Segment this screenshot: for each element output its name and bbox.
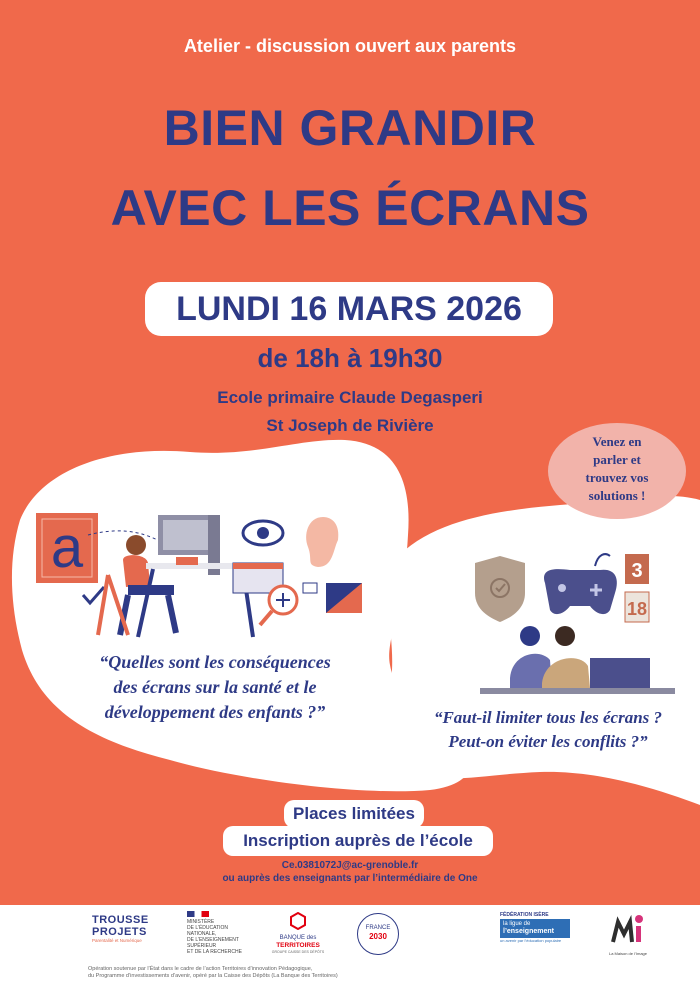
logo-tagline: un avenir par l’éducation populaire [500, 938, 562, 943]
check-icon [83, 587, 104, 603]
calendar-number-top: 3 [631, 560, 643, 582]
logo-tagline: Parentalité et Numérique [92, 938, 142, 943]
logo-text: DE L’ÉDUCATION [187, 925, 229, 931]
logo-text: NATIONALE, [187, 931, 217, 937]
question-line: développement des enfants ?” [104, 702, 326, 722]
screen-work-illustration [28, 505, 373, 645]
trousse-projets-logo [92, 914, 152, 944]
event-date: LUNDI 16 MARS 2026 [176, 290, 522, 328]
contact-alternative: ou auprès des enseignants par l’intermédiaire de One [222, 873, 478, 884]
footnote [88, 966, 408, 980]
inscription-text: Inscription auprès de l’école [243, 831, 473, 850]
logo-text: FÉDÉRATION ISÈRE [500, 912, 549, 918]
laptop [590, 658, 650, 690]
logo-text: BANQUE des [279, 935, 317, 941]
flag-icon [187, 911, 209, 917]
logo-text: SUPÉRIEUR [187, 943, 217, 949]
venue-town: St Joseph de Rivière [266, 416, 434, 435]
ligue-enseignement-logo [500, 912, 570, 944]
ear-icon [306, 517, 338, 567]
mi-logo-mark [610, 912, 646, 946]
calendar-number-bottom: 18 [626, 599, 648, 619]
logo-text: TROUSSE [92, 914, 149, 926]
logo-tagline: La Maison de l’Image [608, 951, 648, 956]
bubble-line: solutions ! [588, 488, 646, 503]
event-time: de 18h à 19h30 [257, 343, 443, 373]
footnote-line: du Programme d’investissements d’avenir, opéré par la Caisse des Dépôts (La Banque des Territoires) [88, 973, 338, 979]
logo-text: MINISTÈRE [187, 919, 215, 925]
event-subtitle: Atelier - discussion ouvert aux parents [183, 36, 517, 56]
places-limitees: Places limitées [293, 804, 415, 823]
logo-text: ET DE LA RECHERCHE [187, 949, 242, 955]
france-2030-logo [357, 913, 399, 955]
banque-territoires-logo [268, 912, 328, 955]
question-line: Peut-on éviter les conflits ?” [448, 732, 648, 751]
logo-text: la ligue de [503, 921, 531, 927]
title-line-1: BIEN GRANDIR [163, 100, 537, 156]
logo-tagline: GROUPE CAISSE DES DÉPÔTS [271, 950, 325, 954]
logo-text: l’enseignement [503, 928, 554, 935]
bubble-line: parler et [593, 452, 641, 467]
question-health [60, 650, 370, 725]
speech-bubble-text [548, 433, 686, 505]
maison-image-logo [603, 912, 653, 957]
question-line: des écrans sur la santé et le [113, 677, 317, 697]
logo-text: TERRITOIRES [276, 942, 320, 949]
bubble-line: trouvez vos [585, 470, 649, 485]
question-limits [398, 706, 698, 754]
logo-text: DE L’ENSEIGNEMENT [187, 937, 239, 943]
bubble-line: Venez en [592, 434, 642, 449]
letter-a: a [50, 515, 84, 580]
hexagon-icon [289, 912, 307, 930]
title-line-2: AVEC LES ÉCRANS [110, 180, 590, 236]
question-line: “Quelles sont les conséquences [99, 652, 331, 672]
question-line: “Faut-il limiter tous les écrans ? [433, 708, 663, 727]
footnote-line: Opération soutenue par l’État dans le cadre de l’action Territoires d’innovation Pédagogique, [88, 966, 313, 972]
contact-email[interactable]: Ce.0381072J@ac-grenoble.fr [281, 860, 419, 871]
ministere-logo [187, 911, 247, 955]
gamepad-icon [544, 569, 617, 614]
logo-text: FRANCE [365, 925, 391, 931]
gaming-illustration [470, 548, 685, 700]
logo-text: PROJETS [92, 926, 147, 938]
logo-text: 2030 [369, 932, 387, 941]
venue-school: Ecole primaire Claude Degasperi [217, 388, 483, 407]
